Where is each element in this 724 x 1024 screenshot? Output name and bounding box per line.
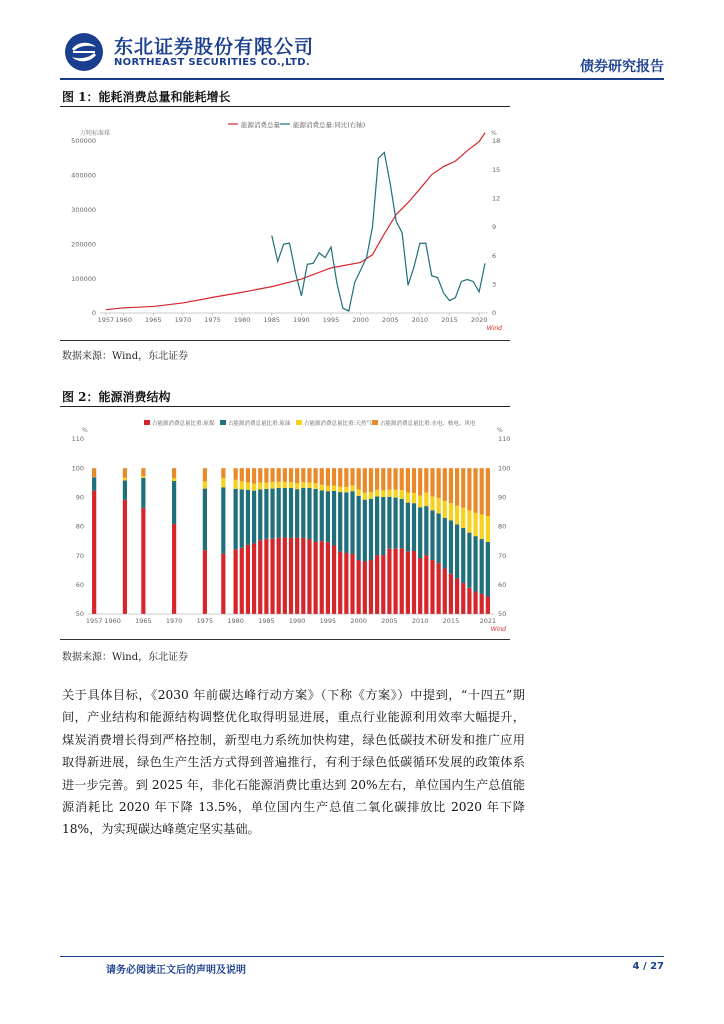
bar-segment-3 (363, 468, 367, 493)
bar-segment-0 (320, 541, 324, 614)
bar-segment-3 (486, 468, 490, 516)
y-right-tick: 9 (492, 223, 497, 232)
y-right-tick: 6 (492, 251, 497, 260)
bar-segment-0 (387, 549, 391, 614)
bar-segment-1 (443, 518, 447, 569)
figure1-source: 数据来源：Wind，东北证券 (62, 351, 189, 362)
x-tick-label: 2000 (350, 617, 367, 625)
bar-segment-1 (320, 490, 324, 541)
bar-segment-2 (363, 493, 367, 500)
bar-segment-3 (418, 468, 422, 495)
bar-segment-1 (480, 539, 484, 594)
bar-segment-3 (350, 468, 354, 485)
bar-segment-1 (461, 528, 465, 583)
y-left-tick: 60 (75, 581, 84, 590)
bar-segment-0 (400, 548, 404, 614)
bar-segment-0 (412, 551, 416, 614)
y-right-tick: 90 (498, 493, 507, 502)
x-tick-label: 1980 (233, 316, 251, 324)
bar-segment-2 (234, 480, 238, 489)
x-tick-label: 1957 (97, 316, 115, 324)
bar-segment-2 (277, 482, 281, 488)
figure1-title: 图 1：能耗消费总量和能耗增长 (62, 90, 231, 104)
bar-segment-3 (289, 468, 293, 482)
bar-segment-3 (252, 468, 256, 483)
x-tick-label: 2015 (441, 316, 458, 324)
source-mark: Wind (486, 325, 502, 332)
figure2-title: 图 2：能源消费结构 (62, 390, 171, 404)
bar-segment-3 (277, 468, 281, 482)
bar-segment-2 (264, 482, 268, 488)
bar-segment-2 (270, 482, 274, 489)
bar-segment-3 (375, 468, 379, 490)
bar-segment-3 (295, 468, 299, 483)
bar-segment-0 (461, 583, 465, 614)
bar-segment-0 (437, 563, 441, 614)
legend-swatch (220, 420, 226, 425)
bar-segment-0 (314, 542, 318, 614)
bar-segment-2 (301, 482, 305, 488)
y-left-tick: 200000 (71, 240, 96, 249)
bar-segment-2 (172, 478, 176, 481)
bar-segment-1 (424, 506, 428, 555)
bar-segment-3 (369, 468, 373, 492)
bar-segment-1 (314, 489, 318, 542)
bar-segment-2 (332, 486, 336, 491)
bar-segment-1 (418, 507, 422, 558)
legend-swatch (144, 420, 150, 425)
bar-segment-0 (283, 538, 287, 614)
bar-segment-1 (400, 499, 404, 549)
bar-segment-1 (363, 500, 367, 562)
bar-segment-3 (203, 468, 207, 481)
bar-segment-0 (338, 552, 342, 614)
bar-segment-0 (277, 538, 281, 614)
bar-segment-0 (141, 508, 145, 614)
y-left-tick: 400000 (71, 171, 96, 180)
x-tick-label: 1990 (293, 316, 310, 324)
figure2-chart-area (60, 407, 510, 640)
x-tick-label: 2010 (411, 316, 429, 324)
bar-segment-2 (295, 483, 299, 489)
bar-segment-2 (437, 498, 441, 513)
bar-segment-3 (437, 468, 441, 498)
legend-label: 占能源消费总量比重:天然气 (304, 421, 372, 427)
x-tick-label: 2000 (352, 316, 369, 324)
bar-segment-0 (326, 542, 330, 614)
x-tick-label: 1970 (165, 617, 183, 625)
bar-segment-1 (307, 488, 311, 539)
bar-segment-2 (338, 487, 342, 492)
bar-segment-3 (221, 468, 225, 478)
y-right-tick: 12 (492, 194, 501, 203)
y-left-tick: 0 (91, 309, 96, 318)
bar-segment-1 (234, 489, 238, 549)
footer-disclaimer: 请务必阅读正文后的声明及说明 (106, 965, 246, 976)
bar-segment-2 (412, 493, 416, 503)
bar-segment-3 (172, 468, 176, 478)
bar-segment-3 (455, 468, 459, 506)
bar-segment-1 (172, 481, 176, 524)
bar-segment-2 (406, 493, 410, 503)
x-tick-label: 2005 (381, 617, 398, 625)
bar-segment-2 (203, 481, 207, 488)
bar-segment-2 (430, 496, 434, 510)
bar-segment-3 (381, 468, 385, 490)
bar-segment-1 (350, 491, 354, 554)
bar-segment-3 (393, 468, 397, 490)
bar-segment-2 (486, 516, 490, 542)
bar-segment-3 (344, 468, 348, 487)
bar-segment-2 (400, 490, 404, 499)
y-right-tick: 0 (492, 309, 497, 318)
bar-segment-2 (381, 490, 385, 497)
bar-segment-1 (240, 489, 244, 547)
bar-segment-0 (406, 551, 410, 614)
bar-segment-0 (486, 597, 490, 615)
company-logo (64, 32, 104, 72)
bar-segment-3 (430, 468, 434, 496)
bar-segment-0 (92, 491, 96, 614)
footer-divider (60, 956, 664, 957)
x-tick-label: 1970 (174, 316, 192, 324)
bar-segment-0 (350, 554, 354, 614)
bar-segment-0 (455, 578, 459, 614)
bar-segment-1 (246, 490, 250, 545)
bar-segment-3 (461, 468, 465, 507)
x-tick-label: 1985 (258, 617, 275, 625)
bar-segment-0 (443, 569, 447, 615)
bar-segment-2 (375, 490, 379, 497)
x-tick-label: 1960 (104, 617, 121, 625)
body-paragraph: 关于具体目标，《2030 年前碳达峰行动方案》（下称《方案》）中提到，“十四五”期间，产业结构和能源结构调整优化取得明显进展，重点行业能源利用效率大幅提升，煤炭消费增长得到严格控制，新型电力系统加快构建，绿色低碳技术研发和推广应用取得新进展，绿色生产生活方式得到普遍推行，有利于绿色低碳循环发展的政策体系进一步完善。到 2025 年，非化石能源消费比重达到 20%左右，单位国内生产总值能源消耗比 2020 年下降 13.5%，单位国内生产总值二氧化碳排放比 2020 年下降 18%，为实现碳达峰奠定坚实基础。 (62, 688, 525, 837)
bar-segment-1 (221, 487, 225, 553)
bar-segment-2 (424, 493, 428, 506)
bar-segment-0 (369, 560, 373, 614)
bar-segment-1 (338, 492, 342, 552)
bar-segment-0 (332, 545, 336, 614)
series-line-yoy (272, 152, 485, 311)
y-right-tick: 18 (492, 137, 501, 146)
bar-segment-2 (344, 487, 348, 492)
bar-segment-1 (473, 536, 477, 591)
bar-segment-0 (289, 538, 293, 614)
legend-label-yoy: 能源消费总量:同比(右轴) (293, 121, 366, 129)
x-tick-label: 1975 (196, 617, 214, 625)
bar-segment-0 (307, 539, 311, 614)
bar-segment-2 (387, 490, 391, 497)
bar-segment-3 (406, 468, 410, 493)
bar-segment-0 (172, 524, 176, 614)
x-tick-label: 1975 (204, 316, 221, 324)
bar-segment-3 (240, 468, 244, 481)
bar-segment-2 (314, 483, 318, 489)
bar-segment-2 (357, 489, 361, 495)
bar-segment-3 (387, 468, 391, 490)
bar-segment-3 (258, 468, 262, 482)
series-line-total (106, 133, 485, 310)
legend-label: 占能源消费总量比重:原油 (228, 421, 291, 427)
bar-segment-1 (393, 498, 397, 549)
bar-segment-2 (141, 476, 145, 478)
bar-segment-1 (467, 533, 471, 588)
energy-consumption-chart (60, 107, 510, 340)
report-type: 债券研究报告 (580, 59, 664, 75)
x-tick-label: 1995 (319, 617, 337, 625)
bar-segment-2 (252, 484, 256, 491)
bar-segment-2 (320, 485, 324, 491)
bar-segment-3 (307, 468, 311, 482)
y-right-tick: 50 (498, 610, 507, 619)
bar-segment-2 (473, 513, 477, 536)
source-mark: Wind (490, 626, 506, 633)
y-right-unit: % (497, 427, 503, 434)
y-right-unit: % (491, 130, 497, 137)
y-left-tick: 500000 (71, 137, 96, 146)
x-tick-label: 1957 (85, 617, 103, 625)
y-right-tick: 60 (498, 581, 507, 590)
bar-segment-3 (480, 468, 484, 514)
bar-segment-3 (301, 468, 305, 482)
bar-segment-0 (357, 560, 361, 614)
bar-segment-0 (123, 500, 127, 614)
bar-segment-2 (350, 485, 354, 491)
bar-segment-2 (326, 486, 330, 491)
bar-segment-0 (240, 548, 244, 614)
bar-segment-1 (252, 491, 256, 544)
y-left-tick: 300000 (71, 206, 96, 214)
bar-segment-1 (141, 478, 145, 508)
bar-segment-1 (430, 510, 434, 560)
x-tick-label: 2021 (479, 617, 497, 625)
y-left-tick: 90 (75, 493, 84, 502)
bar-segment-1 (289, 488, 293, 538)
bar-segment-3 (473, 468, 477, 513)
bar-segment-2 (240, 481, 244, 489)
bar-segment-2 (221, 478, 225, 487)
bar-segment-1 (301, 488, 305, 538)
bar-segment-0 (473, 592, 477, 614)
bar-segment-0 (480, 594, 484, 614)
bar-segment-3 (270, 468, 274, 482)
bar-segment-1 (369, 499, 373, 560)
bar-segment-0 (270, 539, 274, 614)
bar-segment-2 (393, 490, 397, 498)
bar-segment-1 (406, 503, 410, 552)
bar-segment-0 (375, 555, 379, 614)
bar-segment-2 (369, 492, 373, 499)
x-tick-label: 1960 (115, 316, 132, 324)
y-left-tick: 80 (75, 522, 84, 531)
x-tick-label: 2015 (442, 617, 460, 625)
bar-segment-0 (424, 555, 428, 614)
bar-segment-1 (258, 489, 262, 540)
legend-label: 占能源消费总量比重:水电、核电、风电 (380, 421, 476, 427)
y-right-tick: 100 (498, 464, 510, 473)
bar-segment-1 (92, 477, 96, 490)
figure1-chart-area (60, 107, 510, 341)
bar-segment-3 (467, 468, 471, 510)
bar-segment-1 (449, 520, 453, 573)
bar-segment-1 (283, 488, 287, 538)
y-left-tick: 110 (71, 435, 84, 444)
company-name-en: NORTHEAST SECURITIES CO.,LTD. (114, 57, 310, 68)
bar-segment-1 (437, 513, 441, 563)
bar-segment-2 (449, 503, 453, 520)
x-tick-label: 1965 (145, 316, 162, 324)
bar-segment-0 (295, 538, 299, 614)
company-name-cn: 东北证券股份有限公司 (114, 36, 315, 58)
bar-segment-1 (264, 489, 268, 539)
bar-segment-1 (455, 524, 459, 578)
bar-segment-2 (480, 515, 484, 539)
x-tick-label: 1985 (263, 316, 281, 324)
bar-segment-3 (246, 468, 250, 482)
bar-segment-2 (461, 508, 465, 528)
bar-segment-2 (443, 501, 447, 518)
bar-segment-1 (357, 496, 361, 560)
y-right-tick: 110 (498, 435, 510, 444)
bar-segment-3 (141, 468, 145, 476)
legend-label: 占能源消费总量比重:原煤 (152, 421, 215, 427)
y-right-tick: 3 (492, 280, 497, 289)
bar-segment-2 (418, 496, 422, 508)
bar-segment-1 (344, 492, 348, 553)
legend-swatch (372, 420, 378, 425)
bar-segment-3 (234, 468, 238, 480)
bar-segment-2 (283, 482, 287, 488)
bar-segment-0 (264, 539, 268, 614)
bar-segment-0 (258, 540, 262, 614)
bar-segment-1 (326, 491, 330, 542)
x-tick-label: 2005 (381, 316, 399, 324)
bar-segment-2 (455, 506, 459, 525)
energy-structure-chart (60, 407, 510, 639)
bar-segment-2 (289, 482, 293, 488)
bar-segment-1 (123, 480, 127, 499)
bar-segment-0 (301, 538, 305, 614)
y-left-tick: 70 (75, 551, 84, 560)
bar-segment-1 (381, 497, 385, 555)
bar-segment-1 (412, 503, 416, 551)
bar-segment-1 (375, 496, 379, 555)
bar-segment-3 (332, 468, 336, 486)
bar-segment-2 (258, 482, 262, 489)
header-divider (60, 78, 664, 80)
x-tick-label: 2020 (470, 316, 488, 324)
figure2-source: 数据来源：Wind，东北证券 (62, 652, 189, 663)
y-right-tick: 15 (492, 165, 501, 174)
bar-segment-0 (221, 554, 225, 614)
y-left-tick: 100 (71, 464, 84, 473)
x-tick-label: 1965 (135, 617, 152, 625)
bar-segment-0 (449, 574, 453, 614)
bar-segment-1 (295, 489, 299, 537)
bar-segment-0 (203, 550, 207, 614)
bar-segment-0 (234, 549, 238, 614)
bar-segment-2 (123, 478, 127, 481)
y-left-tick: 50 (75, 610, 84, 619)
bar-segment-2 (307, 482, 311, 488)
x-tick-label: 1990 (288, 617, 306, 625)
bar-segment-3 (443, 468, 447, 501)
y-right-tick: 70 (498, 551, 507, 560)
bar-segment-0 (393, 549, 397, 614)
legend-swatch (296, 420, 302, 425)
x-tick-label: 1995 (322, 316, 340, 324)
bar-segment-3 (123, 468, 127, 478)
bar-segment-1 (277, 488, 281, 538)
bar-segment-1 (270, 489, 274, 539)
bar-segment-1 (203, 489, 207, 551)
bar-segment-0 (246, 545, 250, 614)
bar-segment-3 (320, 468, 324, 485)
bar-segment-3 (400, 468, 404, 490)
bar-segment-1 (387, 497, 391, 549)
bar-segment-3 (92, 468, 96, 477)
bar-segment-0 (252, 543, 256, 614)
bar-segment-0 (363, 562, 367, 615)
bar-segment-0 (381, 555, 385, 614)
page-number: 4 / 27 (632, 961, 664, 972)
y-left-unit: 万吨标准煤 (80, 130, 111, 137)
y-left-unit: % (82, 427, 88, 434)
x-tick-label: 2010 (411, 617, 429, 625)
bar-segment-3 (338, 468, 342, 487)
y-right-tick: 80 (498, 522, 507, 531)
bar-segment-2 (246, 482, 250, 489)
bar-segment-3 (424, 468, 428, 493)
bar-segment-0 (344, 553, 348, 614)
bar-segment-1 (486, 542, 490, 597)
bar-segment-3 (314, 468, 318, 483)
bar-segment-1 (332, 491, 336, 546)
page-header (60, 30, 664, 78)
bar-segment-0 (418, 558, 422, 614)
bar-segment-3 (412, 468, 416, 493)
bar-segment-3 (283, 468, 287, 482)
x-tick-label: 1980 (227, 617, 244, 625)
y-left-tick: 100000 (71, 274, 96, 283)
bar-segment-3 (357, 468, 361, 489)
bar-segment-3 (264, 468, 268, 482)
legend-label-total: 能源消费总量 (241, 121, 280, 129)
bar-segment-0 (430, 560, 434, 614)
bar-segment-0 (467, 588, 471, 614)
bar-segment-2 (467, 510, 471, 532)
bar-segment-3 (449, 468, 453, 503)
bar-segment-3 (326, 468, 330, 486)
